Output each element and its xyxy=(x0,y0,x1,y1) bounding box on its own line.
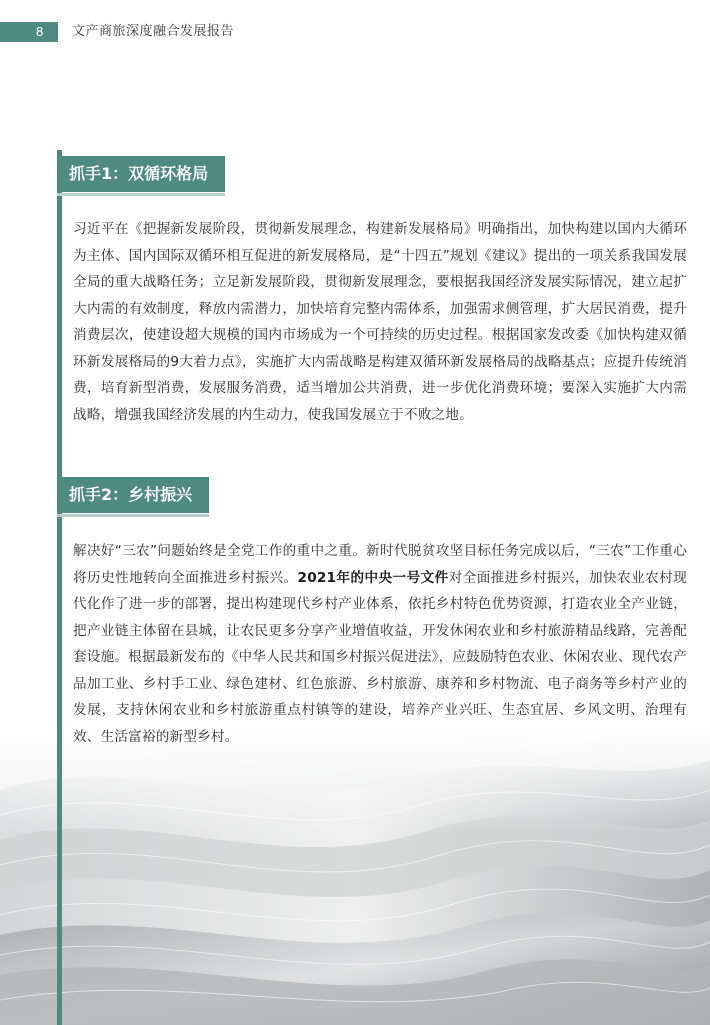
section-2-text-part2: 对全面推进乡村振兴，加快农业农村现代化作了进一步的部署，提出构建现代乡村产业体系，依托乡村特色优势资源，打造农业全产业链，把产业链主体留在县城，让农民更多分享产业增值收益，开发休闲农业和乡村旅游精品线路，完善配套设施。根据最新发布的《中华人民共和国乡村振兴促进法》，应鼓励特色农业、休闲农业、现代农产品加工业、乡村手工业、绿色建材、红色旅游、乡村旅游、康养和乡村物流、电子商务等乡村产业的发展，支持休闲农业和乡村旅游重点村镇等的建设，培养产业兴旺、生态宜居、乡风文明、治理有效、生活富裕的新型乡村。 xyxy=(73,569,687,745)
section-heading-2: 抓手2：乡村振兴 xyxy=(57,477,209,513)
section-2-paragraph xyxy=(73,538,687,750)
decorative-wave-background xyxy=(0,730,710,1025)
section-2-bold-phrase: 2021年的中央一号文件 xyxy=(297,569,449,586)
accent-vertical-rule xyxy=(57,150,62,1025)
page-number-block xyxy=(0,22,58,42)
section-2-text-part1: 解决好“三农”问题始终是全党工作的重中之重。新时代脱贫攻坚目标任务完成以后，“三农”工作重心将历史性地转向全面推进乡村振兴。 xyxy=(73,543,687,586)
section-1-paragraph: 习近平在《把握新发展阶段，贯彻新发展理念，构建新发展格局》明确指出，加快构建以国内大循环为主体、国内国际双循环相互促进的新发展格局，是“十四五”规划《建议》提出的一项关系我国发展全局的重大战略任务；立足新发展阶段，贯彻新发展理念，要根据我国经济发展实际情况，建立起扩大内需的有效制度，释放内需潜力，加快培育完整内需体系，加强需求侧管理，扩大居民消费，提升消费层次，使建设超大规模的国内市场成为一个可持续的历史过程。根据国家发改委《加快构建双循环新发展格局的9大着力点》，实施扩大内需战略是构建双循环新发展格局的战略基点；应提升传统消费，培育新型消费，发展服务消费，适当增加公共消费，进一步优化消费环境；要深入实施扩大内需战略，增强我国经济发展的内生动力，使我国发展立于不败之地。 xyxy=(73,221,687,423)
section-heading-1: 抓手1：双循环格局 xyxy=(57,156,225,192)
running-title: 文产商旅深度融合发展报告 xyxy=(72,24,235,39)
page-number: 8 xyxy=(36,24,44,39)
